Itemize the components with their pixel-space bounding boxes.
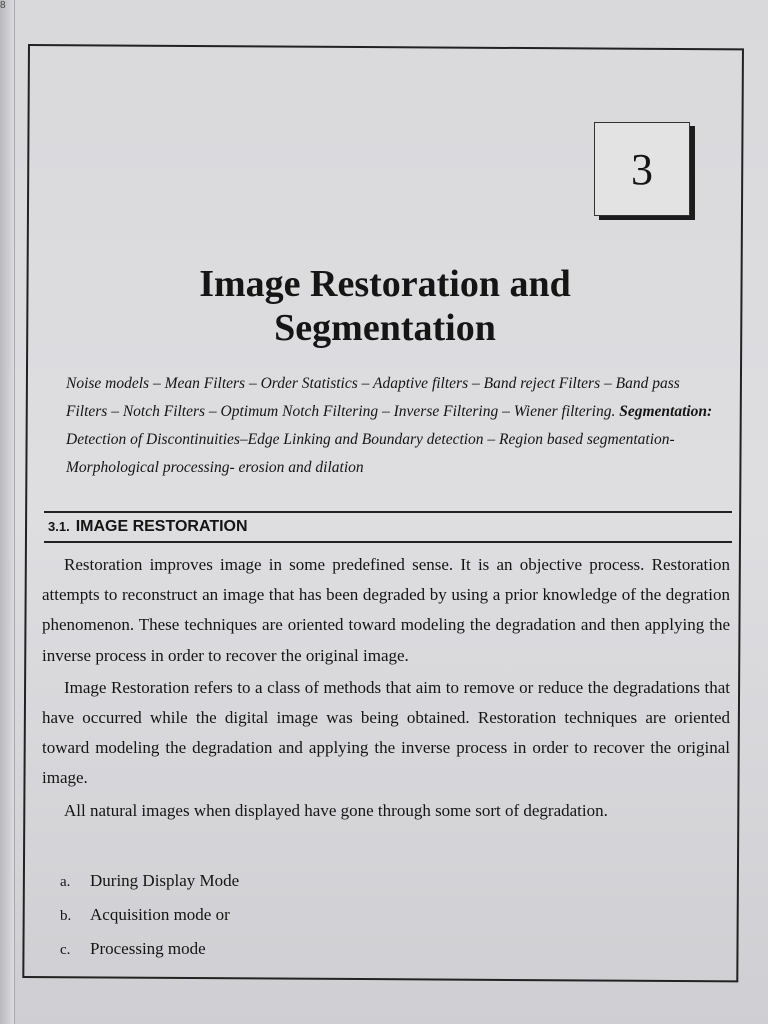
- list-marker: b.: [60, 908, 72, 924]
- chapter-title: [100, 262, 670, 350]
- list-marker: a.: [60, 874, 71, 890]
- section-number: 3.1.: [48, 519, 70, 534]
- chapter-number: 3: [631, 144, 653, 194]
- chapter-topics: [66, 370, 716, 482]
- list-item: [60, 898, 660, 932]
- topics-restoration: Noise models – Mean Filters – Order Statistics – Adaptive filters – Band reject Filters – Band pass Filters – Notch Filters – Optimum Notch Filtering – Inverse Filtering – Wiener filtering.: [66, 375, 680, 420]
- chapter-title-line-1: Image Restoration and: [199, 263, 571, 305]
- edge-mark: 8: [0, 0, 6, 11]
- paragraph: Image Restoration refers to a class of methods that aim to remove or reduce the degradations that have occurred while the digital image was being obtained. Restoration techniques are oriented toward modeling the degradation and applying the inverse process in order to recover the original image.: [42, 677, 730, 788]
- paragraph: All natural images when displayed have gone through some sort of degradation.: [64, 800, 608, 820]
- list-item: [60, 864, 660, 898]
- list-item-text: Processing mode: [90, 939, 206, 958]
- paragraph: Restoration improves image in some predefined sense. It is an objective process. Restoration attempts to reconstruct an image that has been degraded by using a prior knowledge of the degration phenomenon. These techniques are oriented toward modeling the degradation and then applying the inverse process in order to recover the original image.: [42, 555, 730, 665]
- topics-segmentation-label: Segmentation:: [619, 403, 713, 420]
- section-heading: [44, 511, 732, 543]
- left-page-edge: [0, 0, 15, 1024]
- chapter-title-line-2: Segmentation: [274, 307, 496, 349]
- list-item-text: During Display Mode: [90, 871, 240, 890]
- body-text: [42, 550, 730, 826]
- list-marker: c.: [60, 942, 71, 958]
- list-item: [60, 932, 660, 966]
- degradation-list: [60, 864, 660, 966]
- topics-segmentation: Detection of Discontinuities–Edge Linking and Boundary detection – Region based segmentation- Morphological processing- erosion and dilation: [66, 431, 675, 476]
- chapter-number-box: [594, 122, 690, 216]
- list-item-text: Acquisition mode or: [90, 905, 230, 924]
- section-title: IMAGE RESTORATION: [75, 518, 248, 535]
